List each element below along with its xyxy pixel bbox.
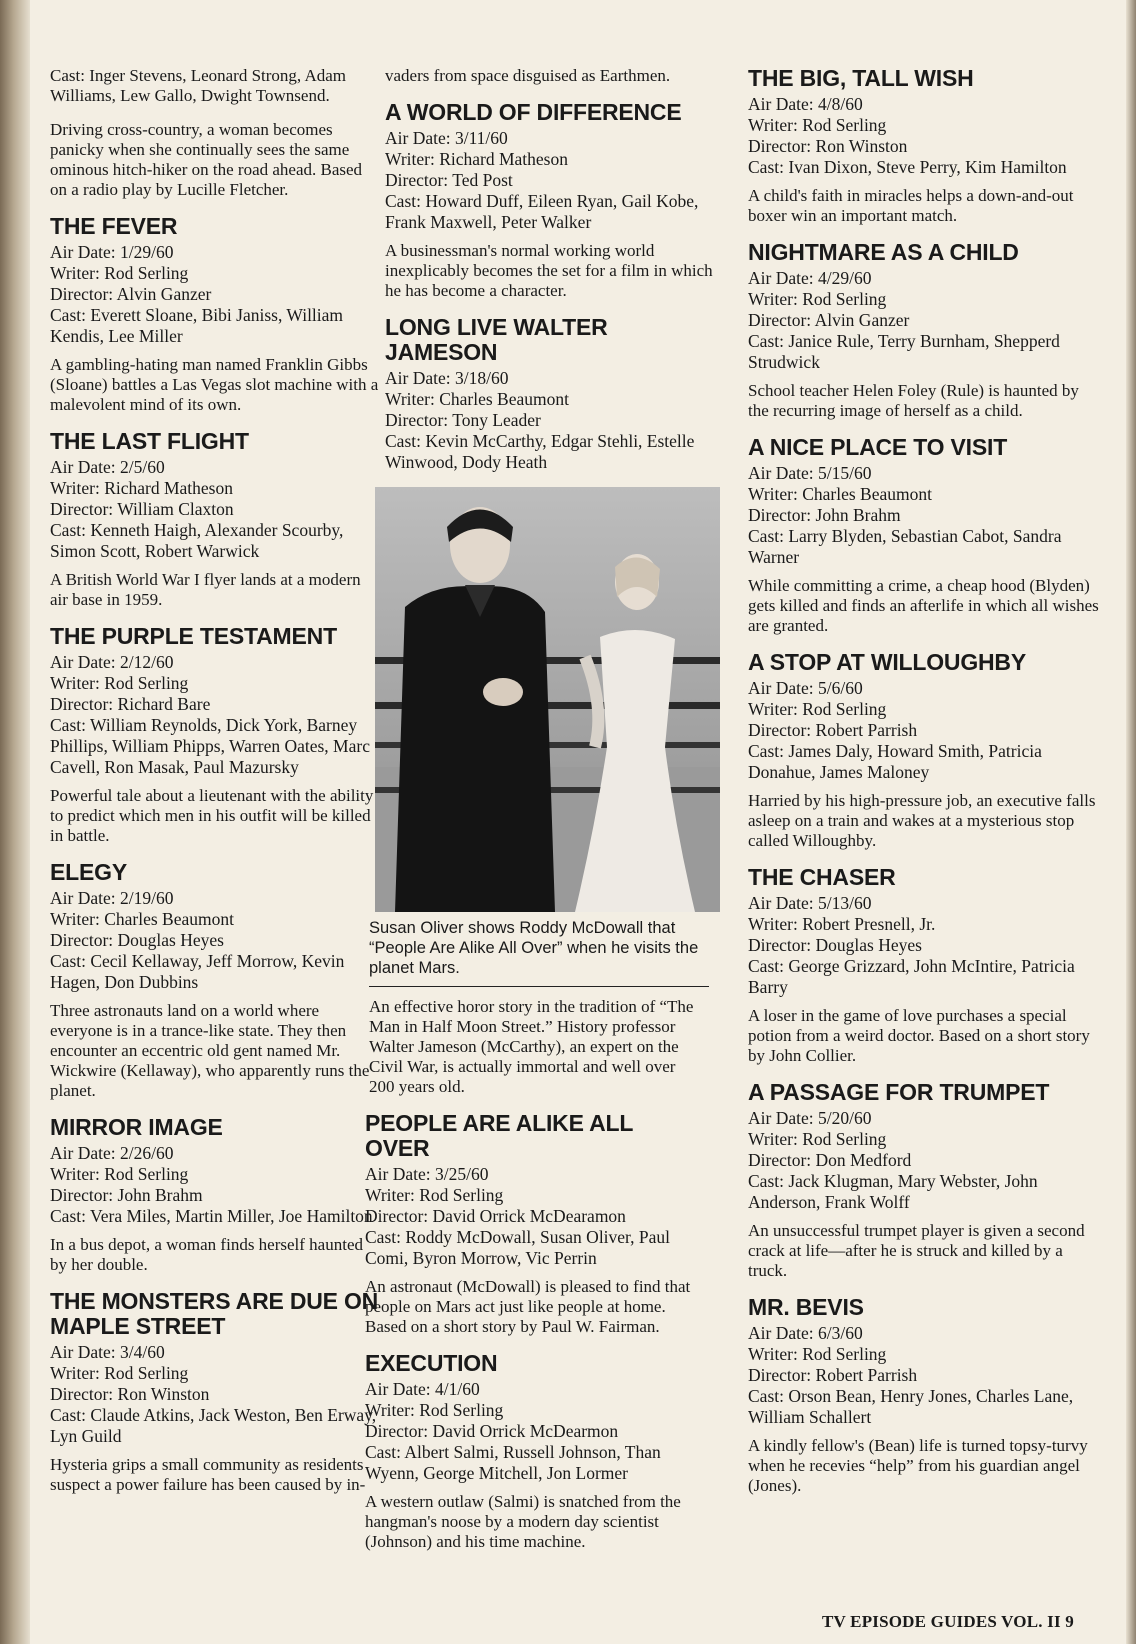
- episode-description: A loser in the game of love purchases a special potion from a weird doctor. Based on a short story by John Collier.: [748, 1006, 1090, 1065]
- cast: Cast: James Daly, Howard Smith, Patricia Donahue, James Maloney: [748, 741, 1042, 782]
- writer: Writer: Richard Matheson: [385, 149, 568, 169]
- episode-entry: [365, 1111, 700, 1337]
- director: Director: Tony Leader: [385, 410, 541, 430]
- writer: Writer: Charles Beaumont: [50, 909, 234, 929]
- episode-entry: [748, 865, 1103, 1066]
- episode-description: A kindly fellow's (Bean) life is turned topsy-turvy when he recevies “help” from his guardian angel (Jones).: [748, 1436, 1088, 1495]
- column-2: [365, 66, 725, 1566]
- episode-title: PEOPLE ARE ALIKE ALL OVER: [365, 1110, 633, 1161]
- episode-entry: [385, 315, 725, 473]
- continued-description: vaders from space disguised as Earthmen.: [385, 66, 671, 85]
- page-footer: TV EPISODE GUIDES VOL. II 9: [822, 1612, 1074, 1631]
- cast: Cast: Janice Rule, Terry Burnham, Shepperd Strudwick: [748, 331, 1060, 372]
- writer: Writer: Rod Serling: [365, 1400, 504, 1420]
- cast: Cast: Everett Sloane, Bibi Janiss, William Kendis, Lee Miller: [50, 305, 344, 346]
- episode-list: [385, 100, 725, 473]
- episode-title: LONG LIVE WALTER JAMESON: [385, 314, 608, 365]
- episode-entry: [50, 1289, 380, 1495]
- cast: Cast: Howard Duff, Eileen Ryan, Gail Kobe, Frank Maxwell, Peter Walker: [385, 191, 699, 232]
- director: Director: David Orrick McDearmon: [365, 1421, 619, 1441]
- episode-entry: [50, 860, 380, 1101]
- writer: Writer: Robert Presnell, Jr.: [748, 914, 936, 934]
- episode-entry: [50, 429, 380, 610]
- episode-list: [365, 1111, 700, 1552]
- director: Director: Robert Parrish: [748, 720, 918, 740]
- writer: Writer: Richard Matheson: [50, 478, 233, 498]
- air-date: Air Date: 2/26/60: [50, 1143, 174, 1163]
- cast: Cast: Ivan Dixon, Steve Perry, Kim Hamilton: [748, 157, 1067, 177]
- cast: Cast: Jack Klugman, Mary Webster, John Anderson, Frank Wolff: [748, 1171, 1038, 1212]
- air-date: Air Date: 3/11/60: [385, 128, 508, 148]
- episode-title: THE BIG, TALL WISH: [748, 65, 974, 91]
- episode-entry: [50, 624, 380, 846]
- episode-list: [748, 66, 1103, 1496]
- episode-entry: [385, 100, 725, 301]
- cast: Cast: Albert Salmi, Russell Johnson, Than Wyenn, George Mitchell, Jon Lormer: [365, 1442, 661, 1483]
- air-date: Air Date: 5/20/60: [748, 1108, 872, 1128]
- episode-title: A STOP AT WILLOUGHBY: [748, 649, 1026, 675]
- director: Director: John Brahm: [50, 1185, 203, 1205]
- cast: Cast: George Grizzard, John McIntire, Patricia Barry: [748, 956, 1075, 997]
- writer: Writer: Rod Serling: [50, 1363, 189, 1383]
- episode-description: Three astronauts land on a world where everyone is in a trance-like state. They then encounter an eccentric old gent named Mr. Wickwire (Kellaway), who apparently runs the planet.: [50, 1001, 370, 1100]
- column-1: [50, 66, 380, 1509]
- episode-entry: [748, 66, 1103, 226]
- writer: Writer: Charles Beaumont: [385, 389, 569, 409]
- episode-title: MIRROR IMAGE: [50, 1114, 223, 1140]
- episode-entry: [748, 240, 1103, 421]
- writer: Writer: Rod Serling: [748, 1129, 887, 1149]
- air-date: Air Date: 1/29/60: [50, 242, 174, 262]
- air-date: Air Date: 4/29/60: [748, 268, 872, 288]
- director: Director: Richard Bare: [50, 694, 211, 714]
- caption-divider: [369, 986, 709, 987]
- episode-description: In a bus depot, a woman finds herself haunted by her double.: [50, 1235, 363, 1274]
- continued-description: Driving cross-country, a woman becomes panicky when she continually sees the same ominous hitch-hiker on the road ahead. Based on a radio play by Lucille Fletcher.: [50, 120, 363, 199]
- episode-title: THE MONSTERS ARE DUE ON MAPLE STREET: [50, 1288, 379, 1339]
- episode-title: A PASSAGE FOR TRUMPET: [748, 1079, 1050, 1105]
- episode-title: MR. BEVIS: [748, 1294, 864, 1320]
- episode-description: While committing a crime, a cheap hood (Blyden) gets killed and finds an afterlife in which all wishes are granted.: [748, 576, 1099, 635]
- writer: Writer: Rod Serling: [365, 1185, 504, 1205]
- cast: Cast: Cecil Kellaway, Jeff Morrow, Kevin Hagen, Don Dubbins: [50, 951, 345, 992]
- director: Director: Ron Winston: [50, 1384, 210, 1404]
- episode-title: THE FEVER: [50, 213, 178, 239]
- air-date: Air Date: 3/4/60: [50, 1342, 165, 1362]
- writer: Writer: Rod Serling: [50, 263, 189, 283]
- page-spine-shadow: [0, 0, 30, 1644]
- cast: Cast: Orson Bean, Henry Jones, Charles Lane, William Schallert: [748, 1386, 1074, 1427]
- episode-title: THE PURPLE TESTAMENT: [50, 623, 337, 649]
- cast: Cast: Claude Atkins, Jack Weston, Ben Erway, Lyn Guild: [50, 1405, 377, 1446]
- director: Director: Ron Winston: [748, 136, 908, 156]
- cast: Cast: Larry Blyden, Sebastian Cabot, Sandra Warner: [748, 526, 1062, 567]
- episode-description: School teacher Helen Foley (Rule) is haunted by the recurring image of herself as a child.: [748, 381, 1079, 420]
- air-date: Air Date: 3/18/60: [385, 368, 509, 388]
- director: Director: Douglas Heyes: [748, 935, 922, 955]
- director: Director: Don Medford: [748, 1150, 912, 1170]
- writer: Writer: Rod Serling: [50, 673, 189, 693]
- episode-entry: [748, 1080, 1103, 1281]
- cast: Cast: William Reynolds, Dick York, Barney Phillips, William Phipps, Warren Oates, Marc Cavell, Ron Masak, Paul Mazursky: [50, 715, 370, 777]
- walter-jameson-description: An effective horor story in the tradition of “The Man in Half Moon Street.” History professor Walter Jameson (McCarthy), an expert on the Civil War, is actually immortal and well over 200 years old.: [369, 997, 694, 1096]
- director: Director: Ted Post: [385, 170, 513, 190]
- cast: Cast: Vera Miles, Martin Miller, Joe Hamilton: [50, 1206, 373, 1226]
- episode-entry: [50, 214, 380, 415]
- episode-entry: [748, 1295, 1103, 1496]
- air-date: Air Date: 4/8/60: [748, 94, 863, 114]
- episode-entry: [365, 1351, 700, 1552]
- episode-title: ELEGY: [50, 859, 127, 885]
- writer: Writer: Rod Serling: [748, 115, 887, 135]
- episode-description: An unsuccessful trumpet player is given a second crack at life—after he is struck and killed by a truck.: [748, 1221, 1085, 1280]
- episode-description: A western outlaw (Salmi) is snatched from the hangman's noose by a modern day scientist (Johnson) and his time machine.: [365, 1492, 681, 1551]
- air-date: Air Date: 6/3/60: [748, 1323, 863, 1343]
- cast: Cast: Kenneth Haigh, Alexander Scourby, Simon Scott, Robert Warwick: [50, 520, 344, 561]
- air-date: Air Date: 2/5/60: [50, 457, 165, 477]
- director: Director: William Claxton: [50, 499, 234, 519]
- director: Director: John Brahm: [748, 505, 901, 525]
- episode-description: A British World War I flyer lands at a modern air base in 1959.: [50, 570, 361, 609]
- air-date: Air Date: 4/1/60: [365, 1379, 480, 1399]
- photo-caption: Susan Oliver shows Roddy McDowall that “People Are Alike All Over” when he visits the planet Mars.: [369, 919, 699, 977]
- episode-title: A WORLD OF DIFFERENCE: [385, 99, 682, 125]
- photo-image: [375, 487, 720, 912]
- cast: Cast: Roddy McDowall, Susan Oliver, Paul Comi, Byron Morrow, Vic Perrin: [365, 1227, 671, 1268]
- writer: Writer: Rod Serling: [50, 1164, 189, 1184]
- episode-entry: [50, 1115, 380, 1275]
- episode-title: EXECUTION: [365, 1350, 498, 1376]
- episode-description: A businessman's normal working world inexplicably becomes the set for a film in which he has become a character.: [385, 241, 713, 300]
- episode-entry: [748, 650, 1103, 851]
- episode-list: [50, 214, 380, 1495]
- episode-photo: [375, 487, 720, 912]
- episode-title: THE LAST FLIGHT: [50, 428, 249, 454]
- writer: Writer: Rod Serling: [748, 289, 887, 309]
- director: Director: Douglas Heyes: [50, 930, 224, 950]
- episode-title: A NICE PLACE TO VISIT: [748, 434, 1008, 460]
- continued-cast: Cast: Inger Stevens, Leonard Strong, Adam Williams, Lew Gallo, Dwight Townsend.: [50, 66, 347, 105]
- episode-entry: [748, 435, 1103, 636]
- director: Director: Alvin Ganzer: [50, 284, 212, 304]
- episode-description: An astronaut (McDowall) is pleased to find that people on Mars act just like people at home. Based on a short story by Paul W. Fairman.: [365, 1277, 691, 1336]
- episode-description: Hysteria grips a small community as residents suspect a power failure has been caused by in-: [50, 1455, 366, 1494]
- writer: Writer: Charles Beaumont: [748, 484, 932, 504]
- episode-description: A child's faith in miracles helps a down-and-out boxer win an important match.: [748, 186, 1074, 225]
- air-date: Air Date: 5/13/60: [748, 893, 872, 913]
- episode-description: Powerful tale about a lieutenant with the ability to predict which men in his outfit will be killed in battle.: [50, 786, 374, 845]
- director: Director: Robert Parrish: [748, 1365, 918, 1385]
- air-date: Air Date: 3/25/60: [365, 1164, 489, 1184]
- air-date: Air Date: 5/6/60: [748, 678, 863, 698]
- episode-description: Harried by his high-pressure job, an executive falls asleep on a train and wakes at a mysterious stop called Willoughby.: [748, 791, 1096, 850]
- writer: Writer: Rod Serling: [748, 1344, 887, 1364]
- writer: Writer: Rod Serling: [748, 699, 887, 719]
- episode-title: NIGHTMARE AS A CHILD: [748, 239, 1019, 265]
- episode-description: A gambling-hating man named Franklin Gibbs (Sloane) battles a Las Vegas slot machine with a malevolent mind of its own.: [50, 355, 379, 414]
- director: Director: Alvin Ganzer: [748, 310, 910, 330]
- cast: Cast: Kevin McCarthy, Edgar Stehli, Estelle Winwood, Dody Heath: [385, 431, 695, 472]
- episode-title: THE CHASER: [748, 864, 896, 890]
- air-date: Air Date: 5/15/60: [748, 463, 872, 483]
- page-edge-shadow: [1126, 0, 1136, 1644]
- air-date: Air Date: 2/12/60: [50, 652, 174, 672]
- air-date: Air Date: 2/19/60: [50, 888, 174, 908]
- director: Director: David Orrick McDearamon: [365, 1206, 626, 1226]
- column-3: [748, 66, 1103, 1510]
